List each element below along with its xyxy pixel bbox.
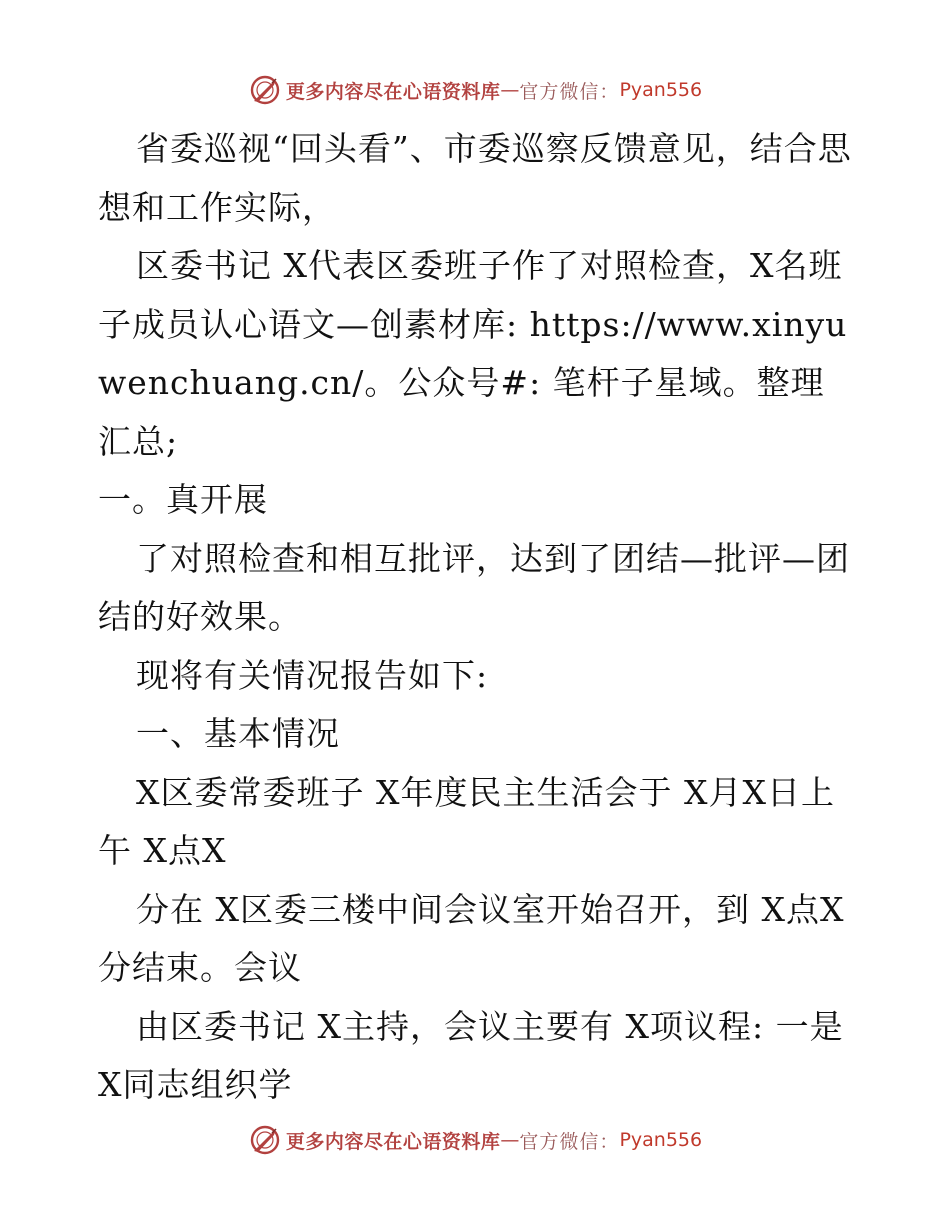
paragraph: 一。真开展 xyxy=(98,480,268,519)
banner-wechat-id: Pyan556 xyxy=(619,1129,703,1151)
banner-dash: — xyxy=(500,79,520,101)
paragraph: 由区委书记 X主持，会议主要有 X项议程: 一是 X同志组织学 xyxy=(98,1006,844,1104)
document-body xyxy=(98,120,858,1115)
section-heading: 一、基本情况 xyxy=(136,714,340,753)
banner-wechat-label: 官方微信： xyxy=(519,1130,620,1153)
pen-logo-icon xyxy=(248,73,282,107)
footer-banner xyxy=(0,1122,950,1158)
paragraph: 了对照检查和相互批评，达到了团结—批评—团结的好效果。 xyxy=(98,538,850,636)
pen-logo-icon xyxy=(248,1123,282,1157)
paragraph: 省委巡视“回头看”、市委巡察反馈意见，结合思想和工作实际， xyxy=(98,129,852,227)
paragraph: 区委书记 X代表区委班子作了对照检查，X名班子成员认心语文—创素材库: https://www.xinyuwenchuang.cn/。公众号#: 笔杆子星域。整理汇总; xyxy=(98,246,848,461)
banner-wechat-id: Pyan556 xyxy=(619,79,703,101)
paragraph: 分在 X区委三楼中间会议室开始召开，到 X点X分结束。会议 xyxy=(98,889,845,987)
banner-wechat-label: 官方微信： xyxy=(519,80,620,103)
banner-title: 更多内容尽在心语资料库 xyxy=(285,80,501,103)
paragraph: X区委常委班子 X年度民主生活会于 X月X日上午 X点X xyxy=(98,772,835,870)
header-banner xyxy=(0,72,950,108)
paragraph: 现将有关情况报告如下: xyxy=(136,655,489,695)
banner-title: 更多内容尽在心语资料库 xyxy=(285,1130,501,1153)
banner-dash: — xyxy=(500,1129,520,1151)
